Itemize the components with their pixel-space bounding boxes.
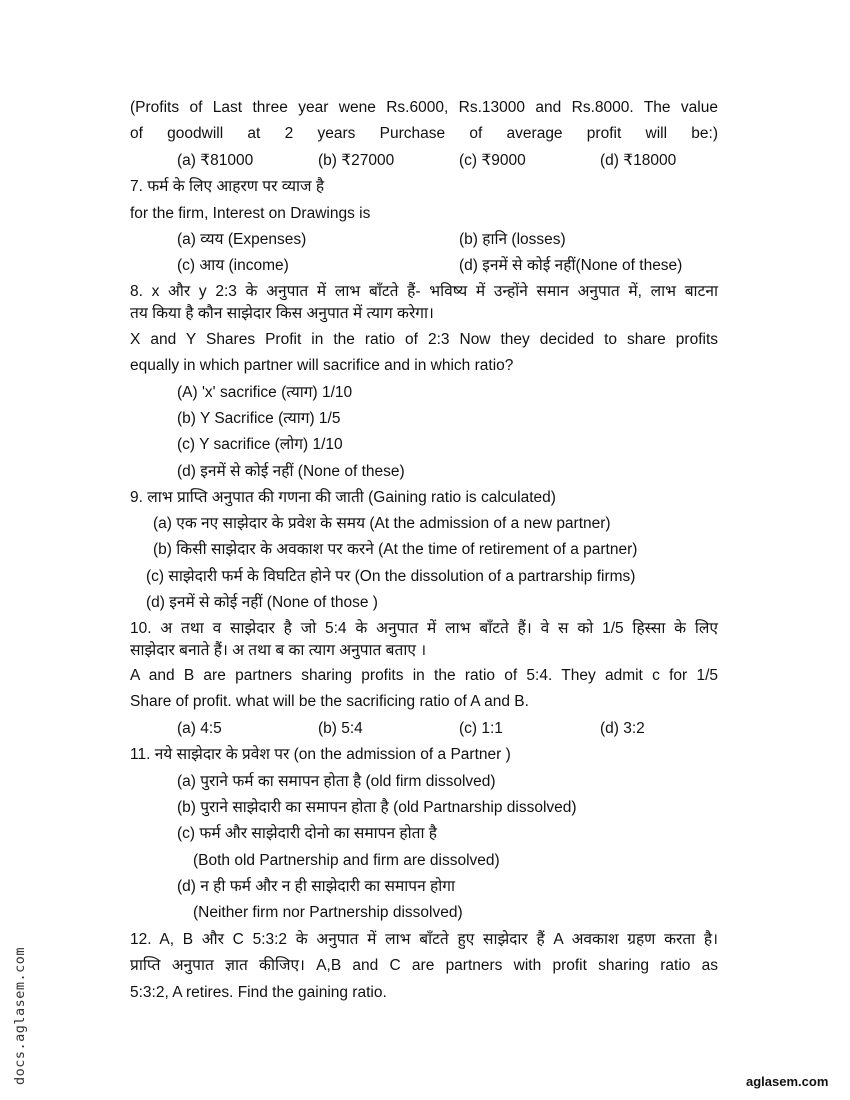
intro-option-a: (a) ₹81000 (177, 152, 254, 169)
q8-option-a: (A) 'x' sacrifice (त्याग) 1/10 (177, 384, 353, 401)
q12-line-3: 5:3:2, A retires. Find the gaining ratio. (130, 984, 387, 1001)
q8-english-1: X and Y Shares Profit in the ratio of 2:3 Now they decided to share profits (130, 331, 718, 348)
q8-hindi-2: तय किया है कौन साझेदार किस अनुपात में त्याग करेगा। (130, 305, 434, 322)
q10-option-d: (d) 3:2 (600, 720, 645, 737)
q11-option-d-english: (Neither firm nor Partnership dissolved) (193, 904, 463, 921)
q11-option-d: (d) न ही फर्म और न ही साझेदारी का समापन होगा (177, 878, 456, 895)
intro-option-c: (c) ₹9000 (459, 152, 526, 169)
q11-question: 11. नये साझेदार के प्रवेश पर (on the admission of a Partner ) (130, 746, 511, 763)
q8-english-2: equally in which partner will sacrifice and in which ratio? (130, 357, 514, 374)
q9-option-c: (c) साझेदारी फर्म के विघटित होने पर (On the dissolution of a partrarship firms) (146, 568, 636, 585)
q11-option-c-english: (Both old Partnership and firm are dissolved) (193, 852, 500, 869)
intro-option-d: (d) ₹18000 (600, 152, 677, 169)
q10-option-c: (c) 1:1 (459, 720, 503, 737)
q11-option-c: (c) फर्म और साझेदारी दोनो का समापन होता है (177, 825, 438, 842)
q12-line-1: 12. A, B और C 5:3:2 के अनुपात में लाभ बाँटते हुए साझेदार हैं A अवकाश ग्रहण करता है। (130, 931, 718, 948)
q11-option-a: (a) पुराने फर्म का समापन होता है (old firm dissolved) (177, 773, 496, 790)
q12-line-2: प्राप्ति अनुपात ज्ञात कीजिए। A,B and C are partners with profit sharing ratio as (130, 957, 718, 974)
q7-hindi: 7. फर्म के लिए आहरण पर व्याज है (130, 178, 325, 195)
q9-option-d: (d) इनमें से कोई नहीं (None of those ) (146, 594, 378, 611)
q10-hindi-2: साझेदार बनाते हैं। अ तथा ब का त्याग अनुपात बताए । (130, 642, 427, 659)
q7-option-d: (d) इनमें से कोई नहीं(None of these) (459, 257, 683, 274)
watermark-docs-aglasem: docs.aglasem.com (12, 946, 28, 1085)
q8-option-b: (b) Y Sacrifice (त्याग) 1/5 (177, 410, 341, 427)
q10-hindi-1: 10. अ तथा व साझेदार है जो 5:4 के अनुपात में लाभ बाँटते हैं। वे स को 1/5 हिस्सा के लिए (130, 620, 718, 637)
intro-line-1: (Profits of Last three year wene Rs.6000, Rs.13000 and Rs.8000. The value (130, 99, 718, 116)
q10-option-a: (a) 4:5 (177, 720, 222, 737)
q10-english-2: Share of profit. what will be the sacrificing ratio of A and B. (130, 693, 529, 710)
intro-line-2: of goodwill at 2 years Purchase of average profit will be:) (130, 125, 718, 142)
q7-english: for the firm, Interest on Drawings is (130, 205, 371, 222)
brand-link[interactable]: aglasem.com (746, 1074, 829, 1089)
q9-option-b: (b) किसी साझेदार के अवकाश पर करने (At the time of retirement of a partner) (153, 541, 638, 558)
q7-option-a: (a) व्यय (Expenses) (177, 231, 307, 248)
q8-option-c: (c) Y sacrifice (लोग) 1/10 (177, 436, 343, 453)
q8-option-d: (d) इनमें से कोई नहीं (None of these) (177, 463, 405, 480)
q11-option-b: (b) पुराने साझेदारी का समापन होता है (old Partnarship dissolved) (177, 799, 577, 816)
q10-option-b: (b) 5:4 (318, 720, 363, 737)
q7-option-c: (c) आय (income) (177, 257, 289, 274)
q7-option-b: (b) हानि (losses) (459, 231, 566, 248)
q9-question: 9. लाभ प्राप्ति अनुपात की गणना की जाती (Gaining ratio is calculated) (130, 489, 556, 506)
intro-option-b: (b) ₹27000 (318, 152, 395, 169)
q8-hindi-1: 8. x और y 2:3 के अनुपात में लाभ बाँटते हैं- भविष्य में उन्होंने समान अनुपात में, लाभ बाटना (130, 283, 718, 300)
q10-english-1: A and B are partners sharing profits in the ratio of 5:4. They admit c for 1/5 (130, 667, 718, 684)
q9-option-a: (a) एक नए साझेदार के प्रवेश के समय (At the admission of a new partner) (153, 515, 611, 532)
